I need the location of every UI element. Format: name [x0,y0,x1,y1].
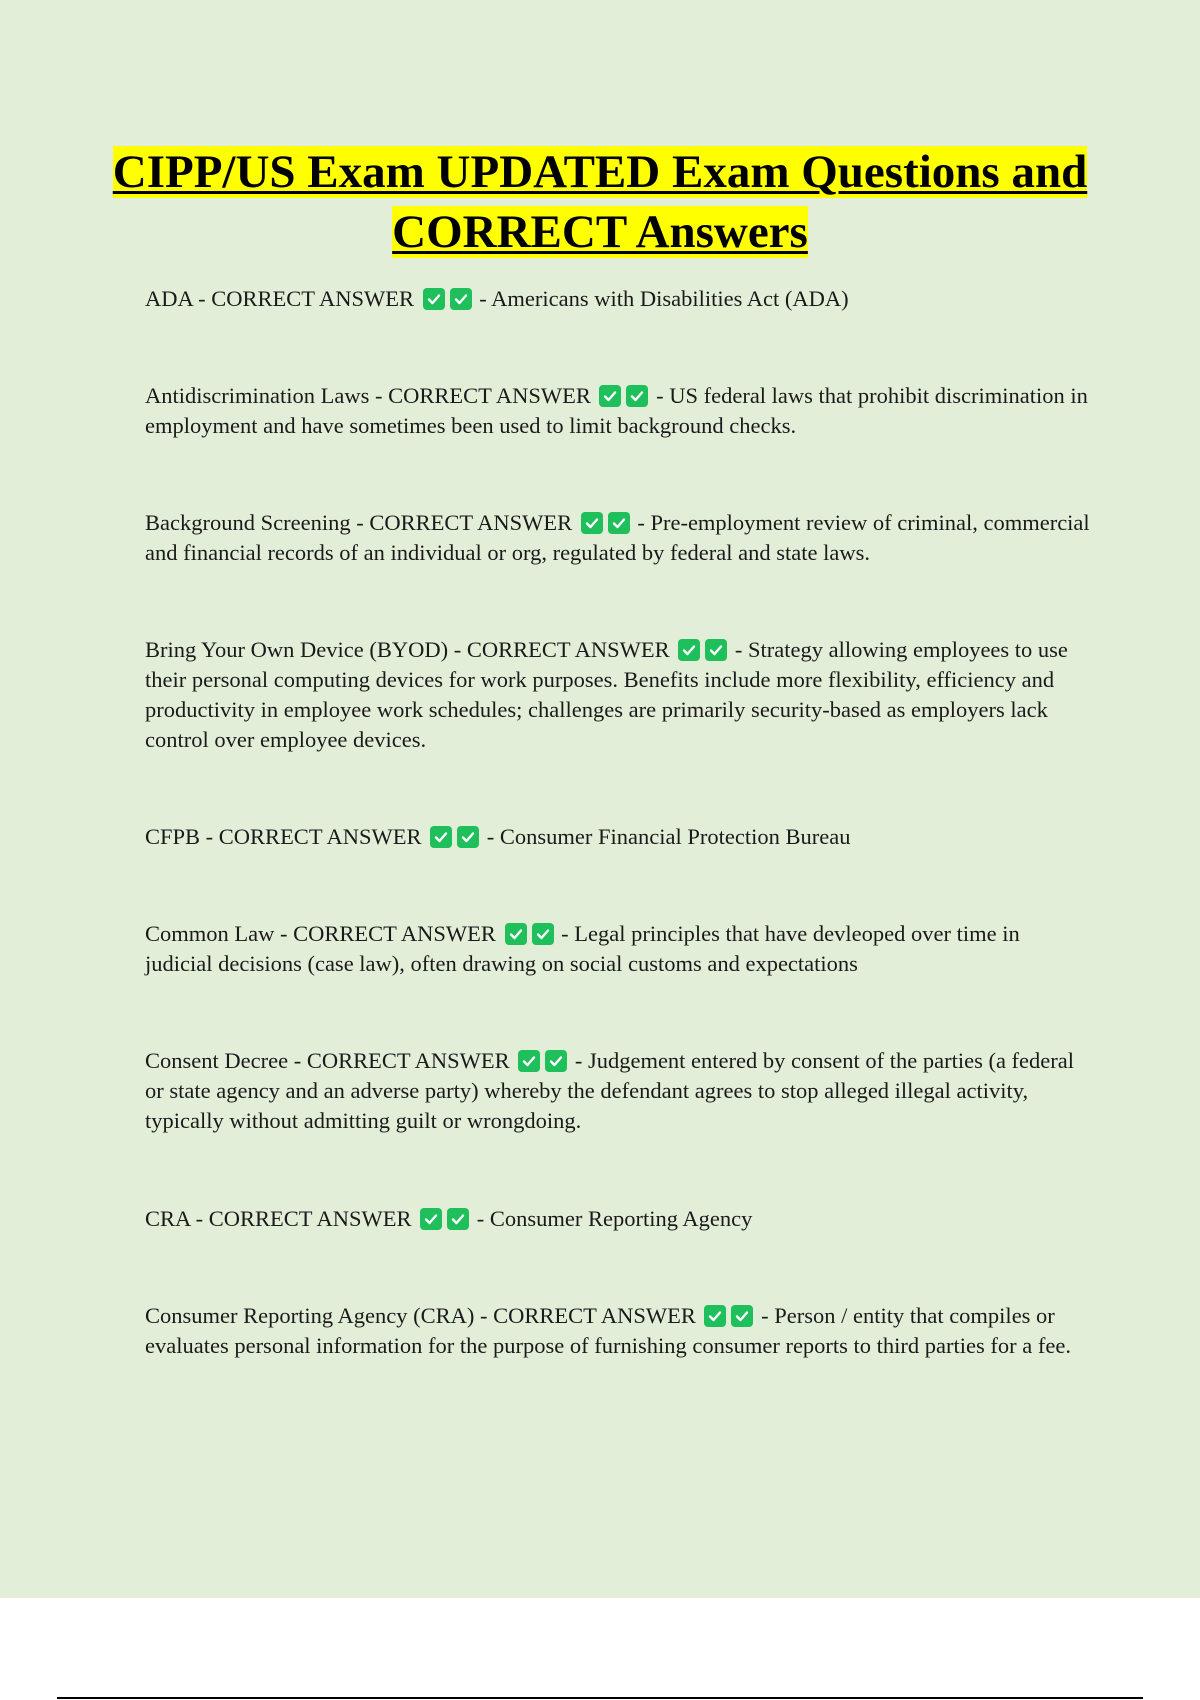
entry-item [145,1046,1090,1136]
entry-item [145,1204,1090,1234]
entry-term: CFPB [145,824,201,849]
entry-term: ADA [145,286,193,311]
document-title: CIPP/US Exam UPDATED Exam Questions and CORRECT Answers [112,146,1088,258]
entry-term: Consent Decree [145,1048,289,1073]
entry-label: CORRECT ANSWER [293,921,496,946]
entry-separator: - [481,824,500,849]
entry-item [145,822,1090,852]
entry-label: CORRECT ANSWER [369,510,573,535]
entry-separator: - [474,1303,494,1328]
entry-separator: - [631,510,651,535]
entry-definition: Americans with Disabilities Act (ADA) [491,286,849,311]
entry-separator: - [471,1206,490,1231]
entry-label: CORRECT ANSWER [306,1048,510,1073]
check-mark-icon [731,1305,753,1327]
entry-definition: Consumer Financial Protection Bureau [499,824,851,849]
entry-separator: - [200,824,219,849]
check-mark-icon [532,923,554,945]
check-mark-icon [423,288,445,310]
entry-definition: US federal laws that prohibit discrimination in employment and have sometimes been used to limit background checks. [145,383,1088,438]
page-divider [57,1697,1143,1699]
entry-separator: - [755,1303,775,1328]
entry-separator: - [274,921,294,946]
entry-term: Background Screening [145,510,351,535]
entry-label: CORRECT ANSWER [211,286,415,311]
check-mark-icon [447,1208,469,1230]
check-mark-icon [450,288,472,310]
entry-item [145,635,1090,755]
entry-separator: - [729,637,748,662]
check-mark-icon [704,1305,726,1327]
entry-separator: - [555,921,575,946]
entry-separator: - [192,286,212,311]
entry-label: CORRECT ANSWER [388,383,591,408]
check-mark-icon [518,1050,540,1072]
entry-item [145,381,1090,441]
check-mark-icon [420,1208,442,1230]
entry-term: Consumer Reporting Agency (CRA) [145,1303,475,1328]
entry-separator: - [473,286,492,311]
check-mark-icon [599,385,621,407]
entry-label: CORRECT ANSWER [466,637,670,662]
entry-label: CORRECT ANSWER [493,1303,696,1328]
check-mark-icon [430,826,452,848]
entry-term: CRA [145,1206,191,1231]
entry-separator: - [369,383,389,408]
title-block [100,142,1100,262]
entry-label: CORRECT ANSWER [218,824,422,849]
check-mark-icon [545,1050,567,1072]
entry-separator: - [190,1206,209,1231]
entry-separator: - [350,510,370,535]
entry-definition: Strategy allowing employees to use their personal computing devices for work purposes. Benefits include more flexibility, efficiency and productivity in employee work schedules; challenges are primarily security-based as employers lack control over employee devices. [145,637,1068,752]
entry-definition: Pre-employment review of criminal, commercial and financial records of an individual or org, regulated by federal and state laws. [145,510,1090,565]
entry-item [145,919,1090,979]
entry-definition: Person / entity that compiles or evaluates personal information for the purpose of furnishing consumer reports to third parties for a fee. [145,1303,1071,1358]
entry-separator: - [288,1048,307,1073]
entry-separator: - [650,383,670,408]
check-mark-icon [608,512,630,534]
entry-separator: - [448,637,467,662]
entry-item [145,284,1090,314]
check-mark-icon [457,826,479,848]
entry-item [145,1301,1090,1361]
entry-definition: Consumer Reporting Agency [489,1206,753,1231]
check-mark-icon [678,639,700,661]
check-mark-icon [705,639,727,661]
entry-definition: Judgement entered by consent of the parties (a federal or state agency and an adverse party) whereby the defendant agrees to stop alleged illegal activity, typically without admitting guilt or wrongdoing. [145,1048,1074,1133]
entry-term: Antidiscrimination Laws [145,383,370,408]
entry-term: Common Law [145,921,275,946]
entry-definition: Legal principles that have devleoped over time in judicial decisions (case law), often drawing on social customs and expectations [145,921,1020,976]
check-mark-icon [581,512,603,534]
entry-term: Bring Your Own Device (BYOD) [145,637,449,662]
entry-separator: - [569,1048,588,1073]
check-mark-icon [505,923,527,945]
entry-label: CORRECT ANSWER [208,1206,412,1231]
check-mark-icon [626,385,648,407]
entry-item [145,508,1090,568]
